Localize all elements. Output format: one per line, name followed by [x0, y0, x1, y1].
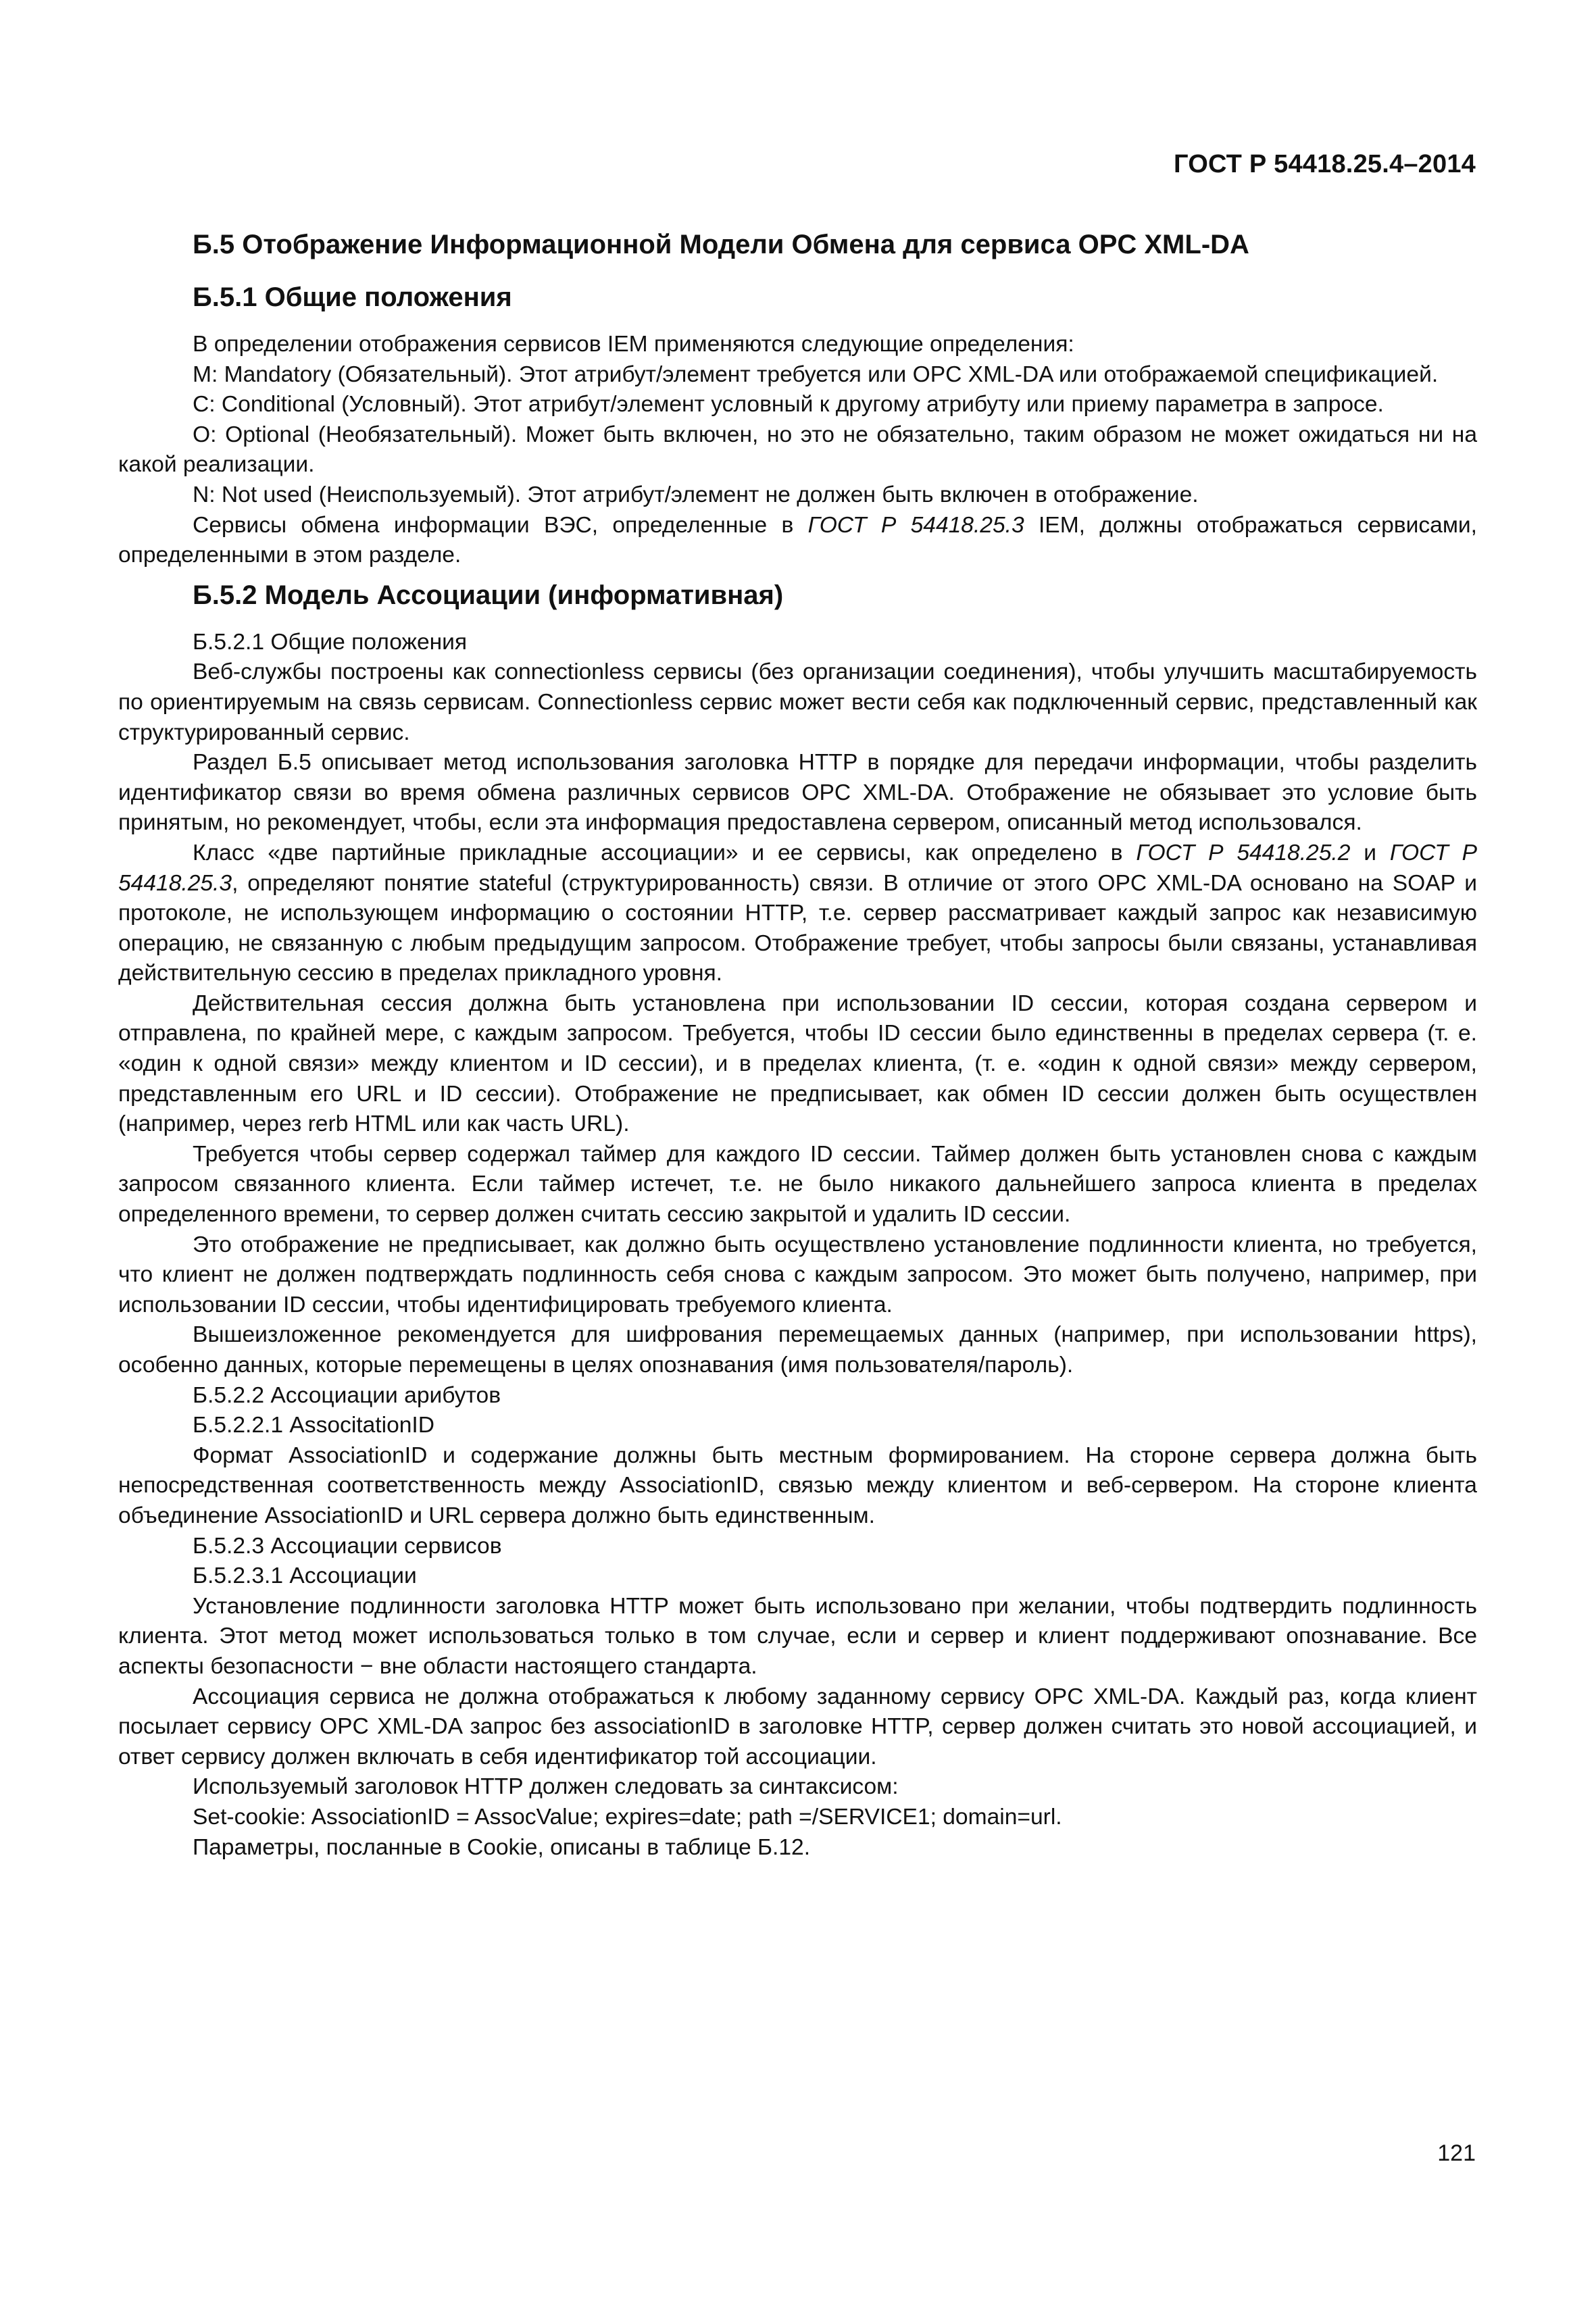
text-run: Сервисы обмена информации ВЭС, определенные в: [193, 512, 808, 538]
clause-title: Б.5.2.2.1 AssocitationID: [193, 1413, 434, 1438]
paragraph: Раздел Б.5 описывает метод использования заголовка HTTP в порядке для передачи информации, чтобы разделить идентификатор связи во время обмена различных сервисов OPC XML-DA. Отображение не обязывает это условие быть принятым, но рекомендует, чтобы, если эта информация предоставлена сервером, описанный метод использовался.: [118, 750, 1477, 836]
paragraph: Используемый заголовок HTTP должен следовать за синтаксисом:: [193, 1774, 899, 1800]
text-run: Класс «две партийные прикладные ассоциации» и ее сервисы, как определено в: [193, 840, 1137, 865]
code-line: Set-cookie: AssociationID = AssocValue; expires=date; path =/SERVICE1; domain=url.: [193, 1804, 1062, 1830]
clause-title: Б.5.2.1 Общие положения: [193, 629, 468, 655]
paragraph: Требуется чтобы сервер содержал таймер для каждого ID сессии. Таймер должен быть установлен снова с каждым запросом связанного клиента. Если таймер истечет, т.е. не было никакого дальнейшего запроса клиента в пределах определенного времени, то сервер должен считать сессию закрытой и удалить ID сессии.: [118, 1141, 1477, 1228]
paragraph: Формат AssociationID и содержание должны быть местным формированием. На стороне сервера должна быть непосредственная соответственность между AssociationID, связью между клиентом и веб-сервером. На стороне клиента объединение AssociationID и URL сервера должно быть единственным.: [118, 1442, 1477, 1528]
standard-reference: ГОСТ Р 54418.25.3: [807, 512, 1024, 538]
paragraph: [118, 511, 1477, 571]
paragraph: В определении отображения сервисов IEM применяются следующие определения:: [193, 332, 1074, 357]
paragraph: C: Conditional (Условный). Этот атрибут/элемент условный к другому атрибуту или приему параметра в запросе.: [193, 392, 1384, 418]
paragraph: O: Optional (Необязательный). Может быть включен, но это не обязательно, таким образом не может ожидаться ни на какой реализации.: [118, 422, 1477, 478]
paragraph: Установление подлинности заголовка HTTP может быть использовано при желании, чтобы подтвердить подлинность клиента. Этот метод может использоваться только в том случае, если и сервер и клиент поддерживают опознавание. Все аспекты безопасности − вне области настоящего стандарта.: [118, 1593, 1477, 1679]
paragraph: Это отображение не предписывает, как должно быть осуществлено установление подлинности клиента, но требуется, что клиент не должен подтверждать подлинность себя снова с каждым запросом. Это может быть получено, например, при использовании ID сессии, чтобы идентифицировать требуемого клиента.: [118, 1232, 1477, 1317]
subsection-heading-general: Б.5.1 Общие положения: [193, 282, 512, 312]
paragraph: Ассоциация сервиса не должна отображаться к любому заданному сервису OPC XML-DA. Каждый раз, когда клиент посылает сервису OPC XML-DA запрос без associationID в заголовке HTTP, сервер должен считать это новой ассоциацией, и ответ сервису должен включать в себя идентификатор той ассоциации.: [118, 1684, 1477, 1769]
text-run: IEM, должны отображаться сервисами, определенными в этом разделе.: [118, 512, 1477, 568]
paragraph: N: Not used (Неиспользуемый). Этот атрибут/элемент не должен быть включен в отображение.: [193, 482, 1199, 507]
standard-reference: ГОСТ Р 54418.25.2: [1136, 840, 1351, 865]
subsection-heading-association-model: Б.5.2 Модель Ассоциации (информативная): [193, 580, 784, 610]
text-run: , определяют понятие stateful (структурированность) связи. В отличие от этого OPC XML-DA основано на SOAP и протоколе, не использующем информацию о состоянии HTTP, т.е. сервер рассматривает каждый запрос как независимую операцию, не связанную с любым предыдущим запросом. Отображение требует, чтобы запросы были связаны, устанавливая действительную сессию в пределах прикладного уровня.: [118, 870, 1477, 986]
section-heading: Б.5 Отображение Информационной Модели Обмена для сервиса OPC XML-DA: [193, 230, 1249, 259]
text-run: и: [1350, 840, 1390, 865]
clause-title: Б.5.2.3.1 Ассоциации: [193, 1563, 417, 1589]
paragraph: [118, 838, 1477, 989]
paragraph: Вышеизложенное рекомендуется для шифрования перемещаемых данных (например, при использовании https), особенно данных, которые перемещены в целях опознавания (имя пользователя/пароль).: [118, 1322, 1477, 1378]
paragraph: Действительная сессия должна быть установлена при использовании ID сессии, которая создана сервером и отправлена, по крайней мере, с каждым запросом. Требуется, чтобы ID сессии было единственны в пределах сервера (т. е. «один к одной связи» между клиентом и ID сессии), и в пределах клиента, (т. е. «один к одной связи» между сервером, представленным его URL и ID сессии). Отображение не предписывает, как обмен ID сессии должен быть осуществлен (например, через rerb HTML или как часть URL).: [118, 990, 1477, 1137]
paragraph: Параметры, посланные в Cookie, описаны в таблице Б.12.: [193, 1834, 811, 1860]
clause-title: Б.5.2.3 Ассоциации сервисов: [193, 1533, 502, 1559]
paragraph: Веб-службы построены как connectionless сервисы (без организации соединения), чтобы улучшить масштабируемость по ориентируемым на связь сервисам. Connectionless сервис может вести себя как подключенный сервис, представленный как структурированный сервис.: [118, 659, 1477, 745]
page-content: [118, 226, 1477, 1863]
paragraph: M: Mandatory (Обязательный). Этот атрибут/элемент требуется или OPC XML-DA или отображаемой спецификацией.: [193, 361, 1439, 387]
page-number: 121: [1437, 2140, 1476, 2166]
document-code: ГОСТ Р 54418.25.4–2014: [1173, 150, 1476, 178]
standard-reference: ГОСТ Р 54418.25.3: [118, 840, 1478, 896]
clause-title: Б.5.2.2 Ассоциации арибутов: [193, 1382, 501, 1408]
